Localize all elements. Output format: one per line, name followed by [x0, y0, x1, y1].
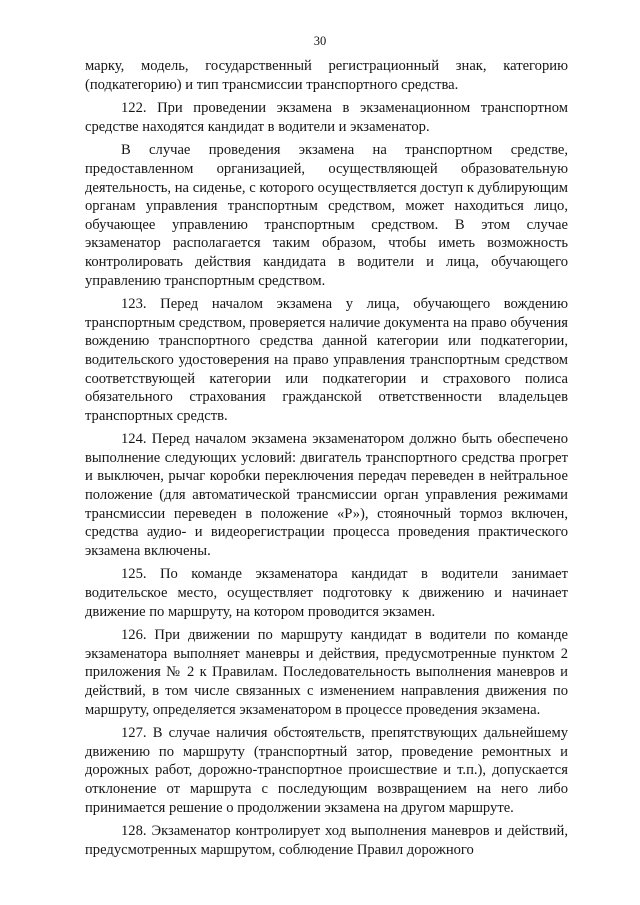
paragraph-128: 128. Экзаменатор контролирует ход выполнения маневров и действий, предусмотренных маршрутом, соблюдение Правил дорожного [85, 823, 568, 858]
paragraph-126: 126. При движении по маршруту кандидат в водители по команде экзаменатора выполняет маневры и действия, предусмотренные пунктом 2 приложения № 2 к Правилам. Последовательность выполнения маневров и действий, в том числе связанных с изменением направления движения по маршруту, определяется экзаменатором в процессе проведения экзамена. [85, 627, 568, 718]
document-body [85, 57, 568, 864]
paragraph-124: 124. Перед началом экзамена экзаменатором должно быть обеспечено выполнение следующих условий: двигатель транспортного средства прогрет и выключен, рычаг коробки переключения передач переведен в нейтральное положение (для автоматической трансмиссии орган управления режимами трансмиссии переведен в положение «Р»), стояночный тормоз включен, средства аудио- и видеорегистрации процесса проведения практического экзамена включены. [85, 431, 568, 559]
paragraph-125: 125. По команде экзаменатора кандидат в водители занимает водительское место, осуществляет подготовку к движению и начинает движение по маршруту, на котором проводится экзамен. [85, 566, 568, 620]
page-number: 30 [313, 34, 327, 48]
paragraph-122: 122. При проведении экзамена в экзаменационном транспортном средстве находятся кандидат в водители и экзаменатор. [85, 100, 568, 135]
paragraph-122-cont: В случае проведения экзамена на транспортном средстве, предоставленном организацией, осуществляющей образовательную деятельность, на сиденье, с которого осуществляется доступ к дублирующим органам управления транспортным средством, может находиться лицо, обучающее управлению транспортным средством. В этом случае экзаменатор располагается таким образом, чтобы иметь возможность контролировать действия кандидата в водители и лица, обучающего управлению транспортным средством. [85, 142, 568, 289]
paragraph-123: 123. Перед началом экзамена у лица, обучающего вождению транспортным средством, проверяется наличие документа на право обучения вождению транспортного средства данной категории или подкатегории, водительского удостоверения на право управления транспортным средством соответствующей категории или подкатегории и страхового полиса обязательного страхования гражданской ответственности владельцев транспортных средств. [85, 296, 568, 424]
paragraph-127: 127. В случае наличия обстоятельств, препятствующих дальнейшему движению по маршруту (транспортный затор, проведение ремонтных и дорожных работ, дорожно-транспортное происшествие и т.п.), допускается отклонение от маршрута с последующим возвращением на него либо принимается решение о продолжении экзамена на другом маршруте. [85, 725, 568, 816]
paragraph-continuation: марку, модель, государственный регистрационный знак, категорию (подкатегорию) и тип трансмиссии транспортного средства. [85, 58, 568, 93]
